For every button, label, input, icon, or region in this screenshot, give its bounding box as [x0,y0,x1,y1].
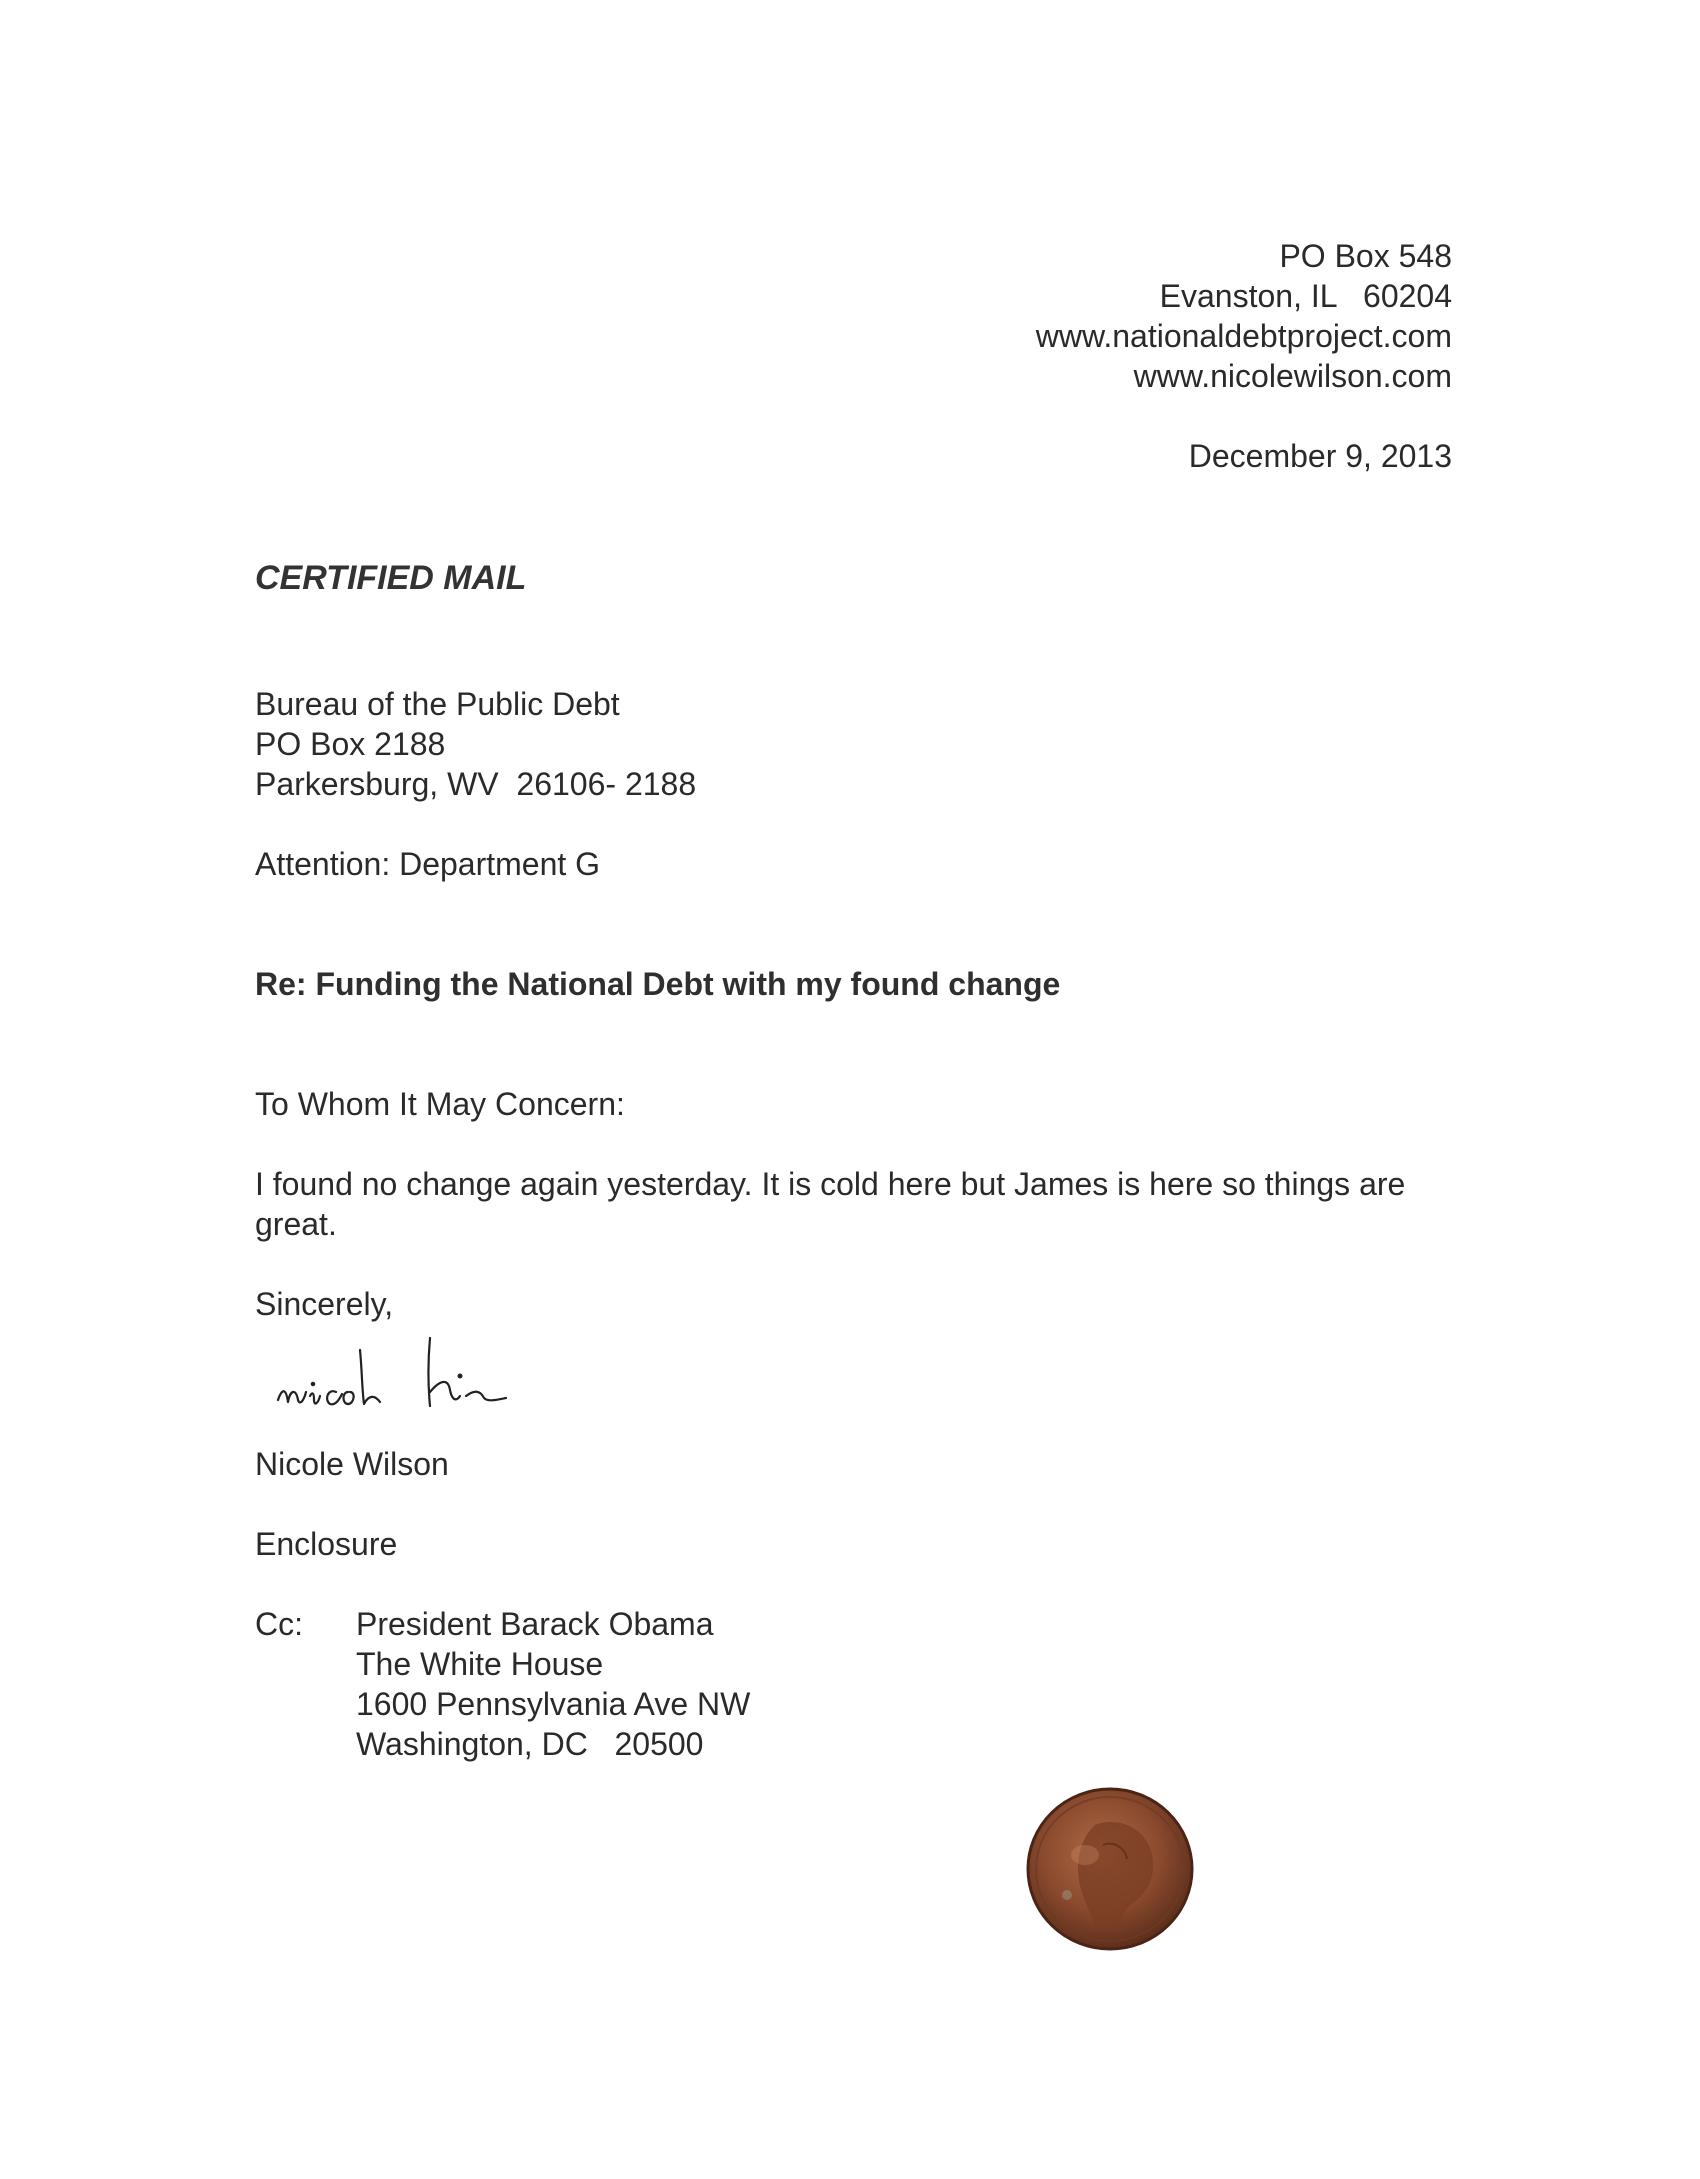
cc-line-4: Washington, DC 20500 [356,1726,704,1762]
sender-address-line1: PO Box 548 [1279,238,1452,274]
recipient-address-line2: Parkersburg, WV 26106- 2188 [255,766,697,802]
cc-line-3: 1600 Pennsylvania Ave NW [356,1686,751,1722]
recipient-name: Bureau of the Public Debt [255,686,620,722]
cc-line-2: The White House [356,1646,604,1682]
sender-website-1: www.nationaldebtproject.com [1035,318,1452,354]
signature-icon [270,1330,570,1430]
body-line-1: I found no change again yesterday. It is cold here but James is here so things are [255,1166,1406,1202]
cc-line-1: President Barack Obama [356,1606,714,1642]
closing: Sincerely, [255,1286,394,1322]
attention-line: Attention: Department G [255,846,601,882]
recipient-address-line1: PO Box 2188 [255,726,446,762]
penny-coin-icon [1025,1785,1195,1953]
sender-website-2: www.nicolewilson.com [1133,358,1452,394]
mail-type-heading: CERTIFIED MAIL [255,559,527,597]
cc-label: Cc: [255,1606,303,1642]
sender-address-line2: Evanston, IL 60204 [1159,278,1452,314]
body-line-2: great. [255,1206,337,1242]
subject-line: Re: Funding the National Debt with my found change [255,966,1061,1002]
salutation: To Whom It May Concern: [255,1086,625,1122]
letter-date: December 9, 2013 [1188,438,1452,474]
enclosure-note: Enclosure [255,1526,398,1562]
signer-name: Nicole Wilson [255,1446,449,1482]
